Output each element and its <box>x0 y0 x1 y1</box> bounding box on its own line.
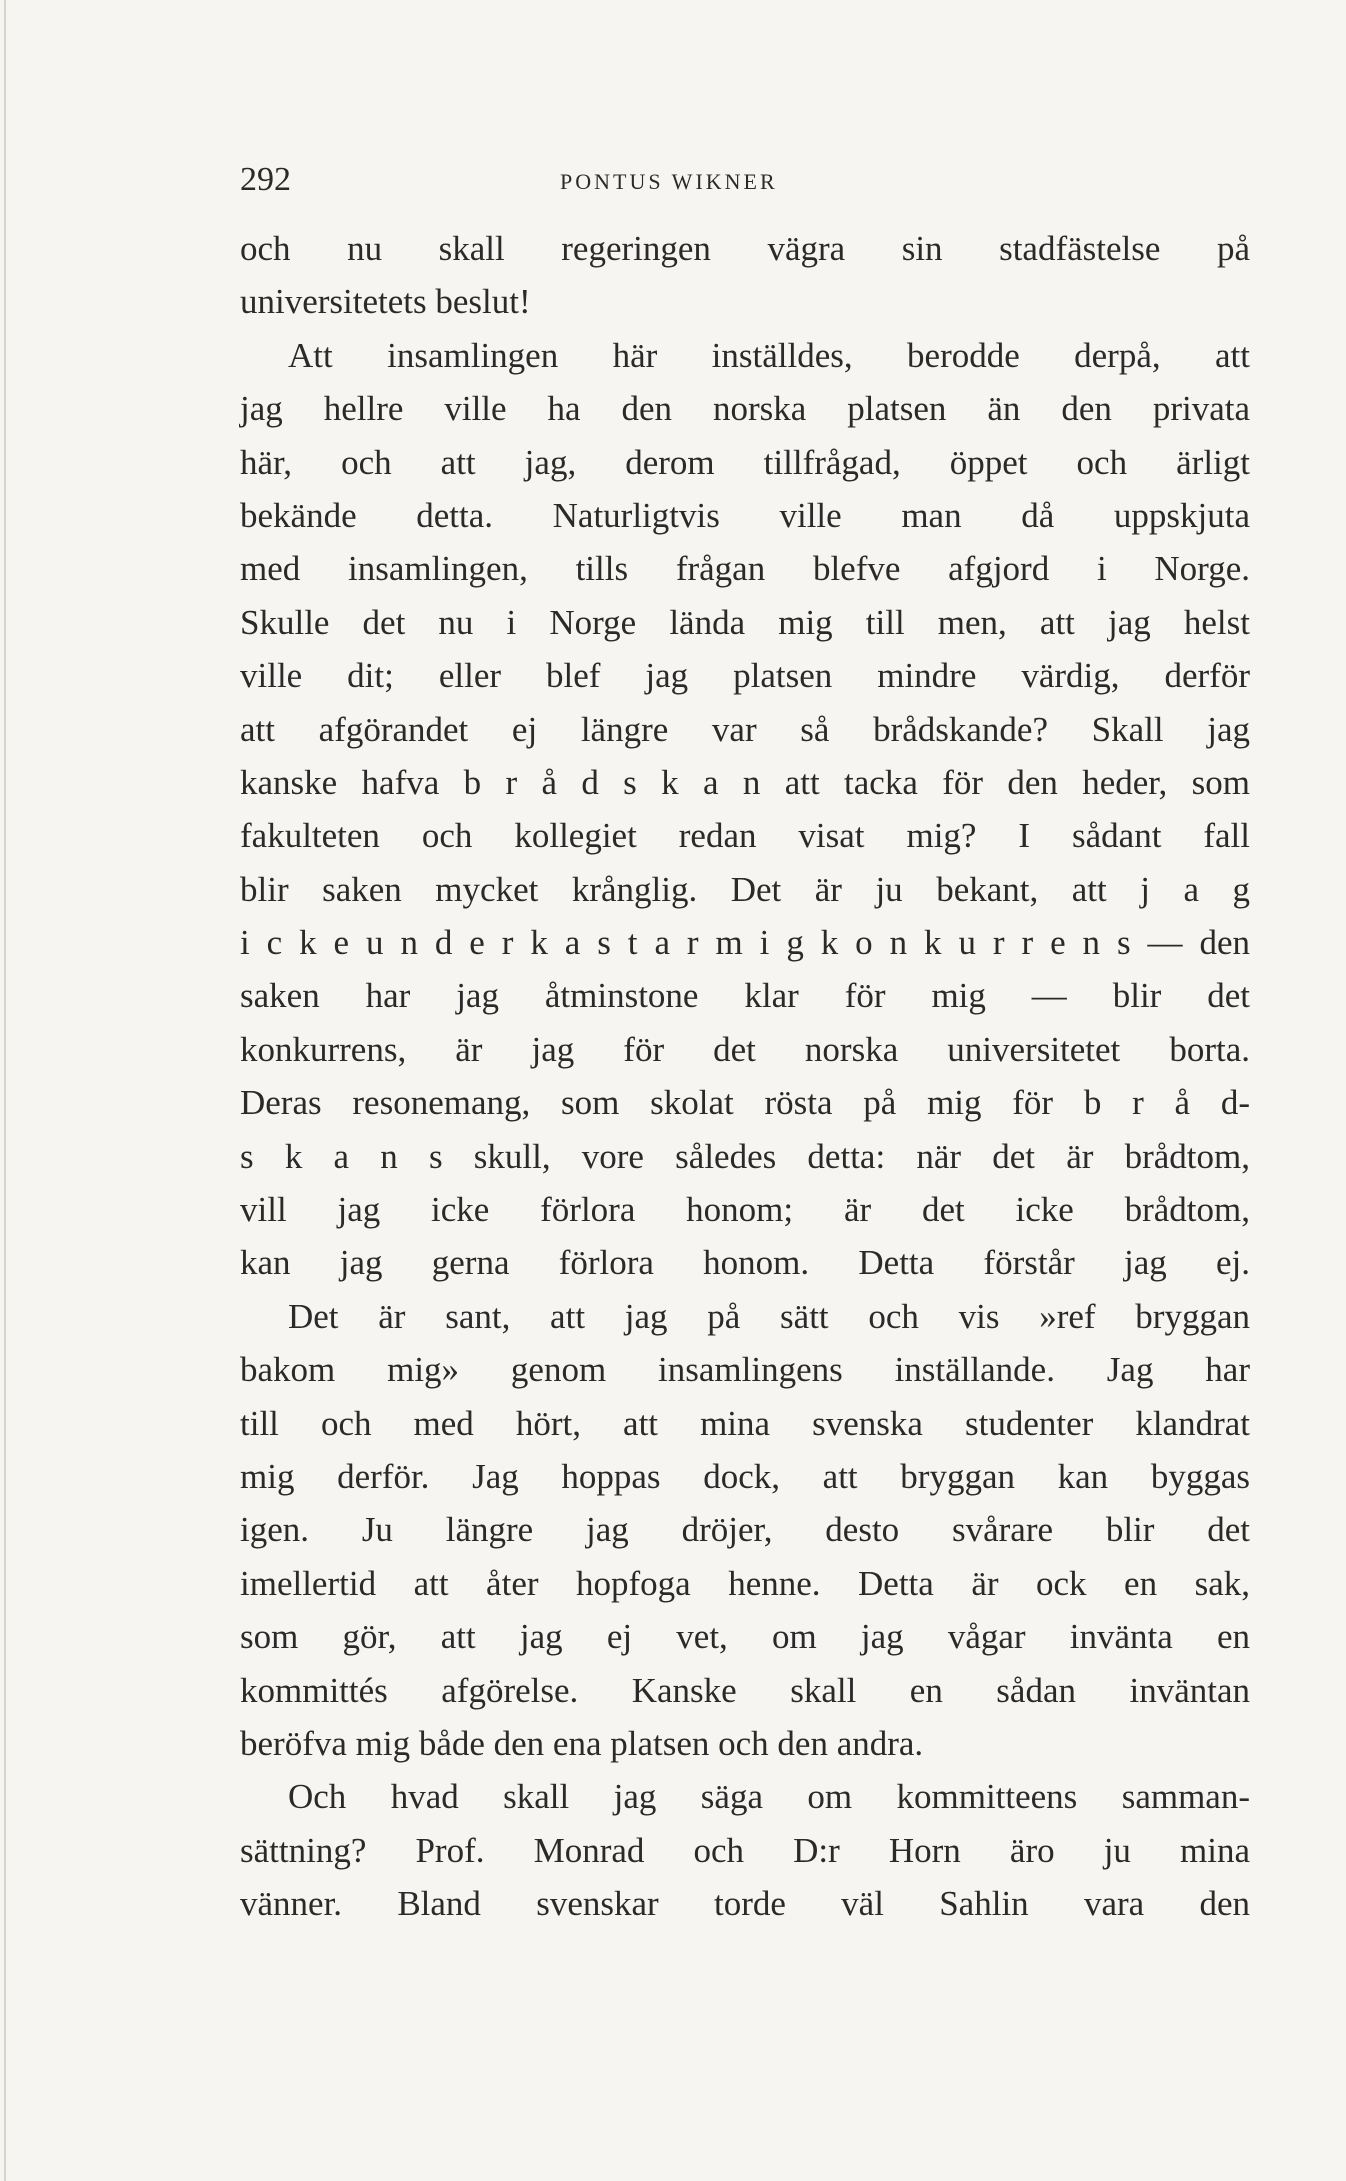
text-line: fakulteten och kollegiet redan visat mig? I sådant fall <box>240 816 1250 856</box>
text-line: till och med hört, att mina svenska studenter klandrat <box>240 1403 1250 1443</box>
page-edge <box>4 0 6 2181</box>
text-line: här, och att jag, derom tillfrågad, öppet och ärligt <box>240 442 1250 482</box>
text-line: saken har jag åtminstone klar för mig — blir det <box>240 976 1250 1016</box>
body-text <box>240 222 1250 1931</box>
text-line: konkurrens, är jag för det norska universitetet borta. <box>240 1029 1250 1069</box>
text-line: kommittés afgörelse. Kanske skall en sådan inväntan <box>240 1670 1250 1710</box>
text-line: ville dit; eller blef jag platsen mindre värdig, derför <box>240 656 1250 696</box>
text-line: sättning? Prof. Monrad och D:r Horn äro ju mina <box>240 1830 1250 1870</box>
page-number: 292 <box>240 161 291 198</box>
text-line: igen. Ju längre jag dröjer, desto svårare blir det <box>240 1510 1250 1550</box>
text-line: Deras resonemang, som skolat rösta på mig för b r å d- <box>240 1083 1250 1123</box>
running-head: PONTUS WIKNER <box>560 169 778 194</box>
text-line: mig derför. Jag hoppas dock, att bryggan kan byggas <box>240 1456 1250 1496</box>
text-line: vänner. Bland svenskar torde väl Sahlin vara den <box>240 1884 1250 1924</box>
text-line: att afgörandet ej längre var så brådskande? Skall jag <box>240 709 1250 749</box>
text-line: Att insamlingen här inställdes, berodde derpå, att <box>288 335 1250 375</box>
text-line: med insamlingen, tills frågan blefve afgjord i Norge. <box>240 549 1250 589</box>
text-line: Och hvad skall jag säga om kommitteens samman- <box>288 1777 1250 1817</box>
page-header <box>240 160 1250 200</box>
text-line: bekände detta. Naturligtvis ville man då uppskjuta <box>240 495 1250 535</box>
text-line: som gör, att jag ej vet, om jag vågar invänta en <box>240 1617 1250 1657</box>
text-line: kan jag gerna förlora honom. Detta förstår jag ej. <box>240 1243 1250 1283</box>
text-line: blir saken mycket krånglig. Det är ju bekant, att j a g <box>240 869 1250 909</box>
text-line: beröfva mig både den ena platsen och den andra. <box>240 1723 924 1763</box>
text-line: imellertid att åter hopfoga henne. Detta är ock en sak, <box>240 1563 1250 1603</box>
text-line: bakom mig» genom insamlingens inställande. Jag har <box>240 1350 1250 1390</box>
text-line: kanske hafva b r å d s k a n att tacka för den heder, som <box>240 762 1250 802</box>
text-line: jag hellre ville ha den norska platsen än den privata <box>240 389 1250 429</box>
text-line: universitetets beslut! <box>240 282 531 322</box>
text-line: Det är sant, att jag på sätt och vis »ref bryggan <box>288 1296 1250 1336</box>
text-line: s k a n s skull, vore således detta: när det är brådtom, <box>240 1136 1250 1176</box>
text-line: och nu skall regeringen vägra sin stadfästelse på <box>240 229 1250 268</box>
text-line: Skulle det nu i Norge lända mig till men, att jag helst <box>240 602 1250 642</box>
text-line: vill jag icke förlora honom; är det icke brådtom, <box>240 1190 1250 1230</box>
text-line: i c k e u n d e r k a s t a r m i g k o n k u r r e n s — den <box>240 923 1250 963</box>
